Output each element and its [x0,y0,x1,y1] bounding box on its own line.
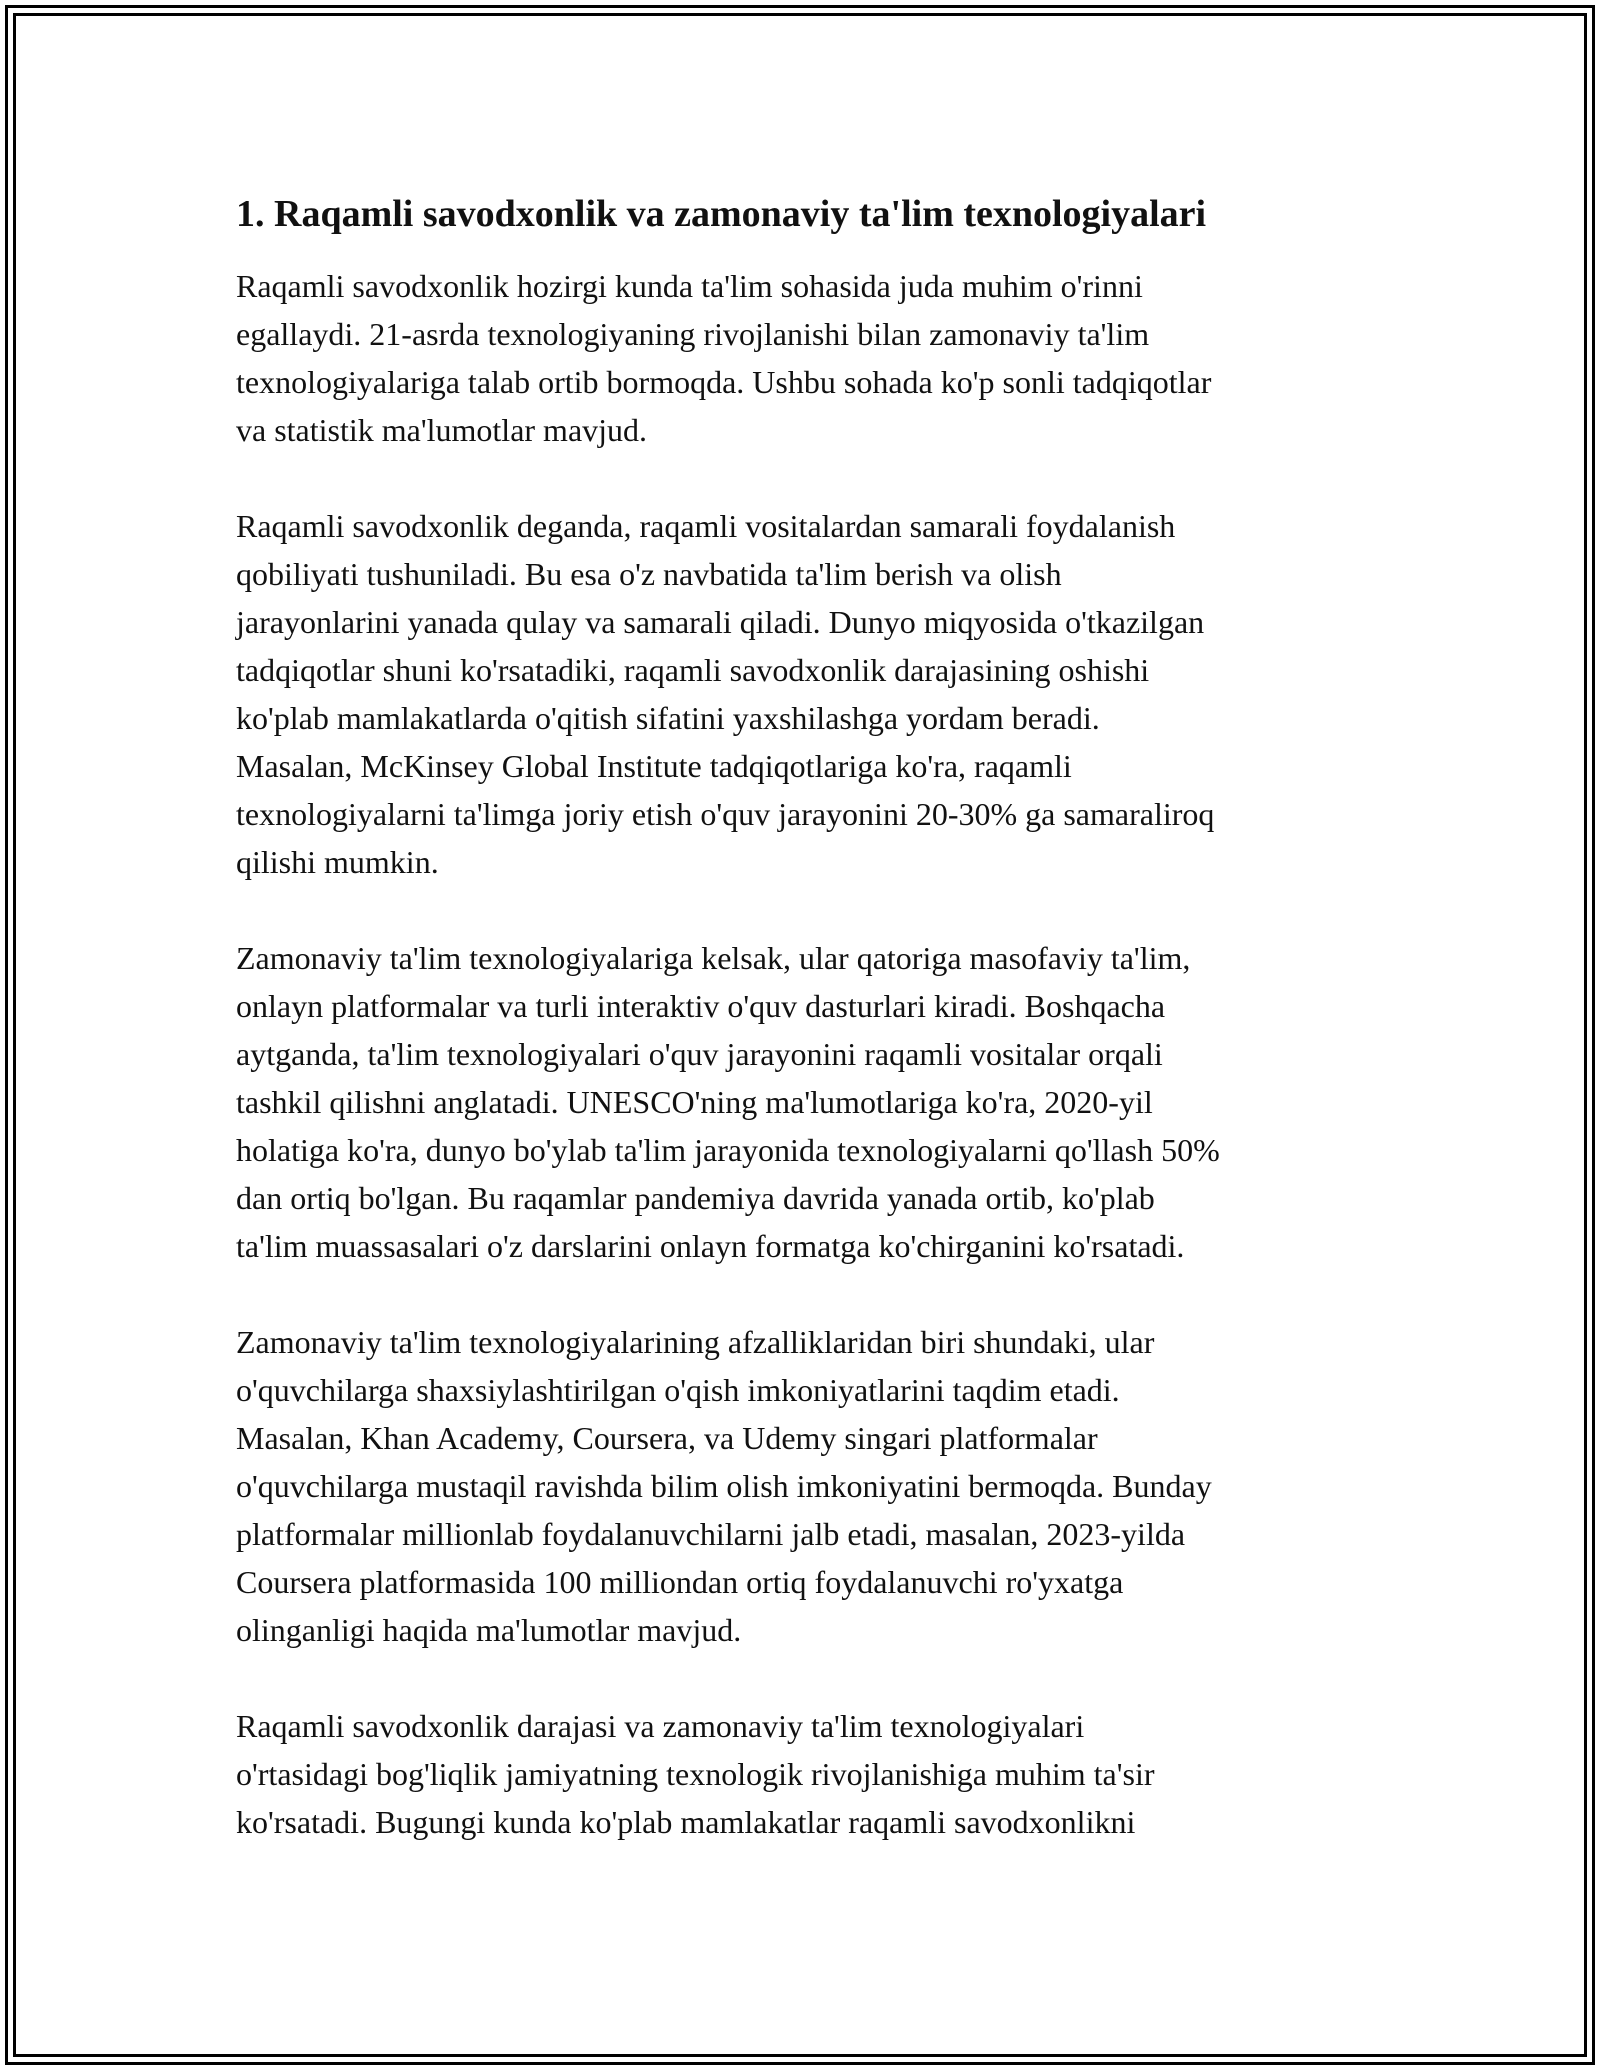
paragraph-line: tadqiqotlar shuni ko'rsatadiki, raqamli savodxonlik darajasining oshishi [236,652,1150,688]
paragraph-line: o'quvchilarga mustaqil ravishda bilim olish imkoniyatini bermoqda. Bunday [236,1468,1212,1504]
paragraph-list [236,262,1366,1846]
paragraph-line: dan ortiq bo'lgan. Bu raqamlar pandemiya davrida yanada ortib, ko'plab [236,1180,1155,1216]
paragraph-line: Coursera platformasida 100 milliondan ortiq foydalanuvchi ro'yxatga [236,1564,1124,1600]
document-body [236,190,1366,1846]
paragraph-line: egallaydi. 21-asrda texnologiyaning rivojlanishi bilan zamonaviy ta'lim [236,316,1150,352]
paragraph-line: Raqamli savodxonlik darajasi va zamonaviy ta'lim texnologiyalari [236,1708,1085,1744]
section-heading: 1. Raqamli savodxonlik va zamonaviy ta'lim texnologiyalari [236,193,1207,235]
paragraph-line: qobiliyati tushuniladi. Bu esa o'z navbatida ta'lim berish va olish [236,556,1062,592]
paragraph-line: Zamonaviy ta'lim texnologiyalarining afzalliklaridan biri shundaki, ular [236,1324,1155,1360]
paragraph [236,1318,1366,1654]
paragraph-line: Zamonaviy ta'lim texnologiyalariga kelsak, ular qatoriga masofaviy ta'lim, [236,940,1191,976]
paragraph-line: ta'lim muassasalari o'z darslarini onlayn formatga ko'chirganini ko'rsatadi. [236,1228,1185,1264]
paragraph-line: platformalar millionlab foydalanuvchilarni jalb etadi, masalan, 2023-yilda [236,1516,1186,1552]
paragraph-line: va statistik ma'lumotlar mavjud. [236,412,648,448]
paragraph-line: o'quvchilarga shaxsiylashtirilgan o'qish imkoniyatlarini taqdim etadi. [236,1372,1120,1408]
paragraph [236,262,1366,454]
paragraph-line: Masalan, McKinsey Global Institute tadqiqotlariga ko'ra, raqamli [236,748,1072,784]
paragraph [236,934,1366,1270]
paragraph-line: holatiga ko'ra, dunyo bo'ylab ta'lim jarayonida texnologiyalarni qo'llash 50% [236,1132,1220,1168]
paragraph-line: ko'rsatadi. Bugungi kunda ko'plab mamlakatlar raqamli savodxonlikni [236,1804,1136,1840]
paragraph-line: qilishi mumkin. [236,844,439,880]
paragraph [236,502,1366,886]
paragraph-line: olinganligi haqida ma'lumotlar mavjud. [236,1612,742,1648]
paragraph-line: onlayn platformalar va turli interaktiv o'quv dasturlari kiradi. Boshqacha [236,988,1166,1024]
paragraph-line: aytganda, ta'lim texnologiyalari o'quv jarayonini raqamli vositalar orqali [236,1036,1163,1072]
paragraph-line: ko'plab mamlakatlarda o'qitish sifatini yaxshilashga yordam beradi. [236,700,1100,736]
paragraph-line: tashkil qilishni anglatadi. UNESCO'ning ma'lumotlariga ko'ra, 2020-yil [236,1084,1153,1120]
paragraph-line: o'rtasidagi bog'liqlik jamiyatning texnologik rivojlanishiga muhim ta'sir [236,1756,1155,1792]
paragraph-line: jarayonlarini yanada qulay va samarali qiladi. Dunyo miqyosida o'tkazilgan [236,604,1205,640]
paragraph-line: Masalan, Khan Academy, Coursera, va Udemy singari platformalar [236,1420,1098,1456]
paragraph-line: Raqamli savodxonlik hozirgi kunda ta'lim sohasida juda muhim o'rinni [236,268,1143,304]
paragraph [236,1702,1366,1846]
paragraph-line: Raqamli savodxonlik deganda, raqamli vositalardan samarali foydalanish [236,508,1176,544]
paragraph-line: texnologiyalarni ta'limga joriy etish o'quv jarayonini 20-30% ga samaraliroq [236,796,1215,832]
paragraph-line: texnologiyalariga talab ortib bormoqda. Ushbu sohada ko'p sonli tadqiqotlar [236,364,1212,400]
